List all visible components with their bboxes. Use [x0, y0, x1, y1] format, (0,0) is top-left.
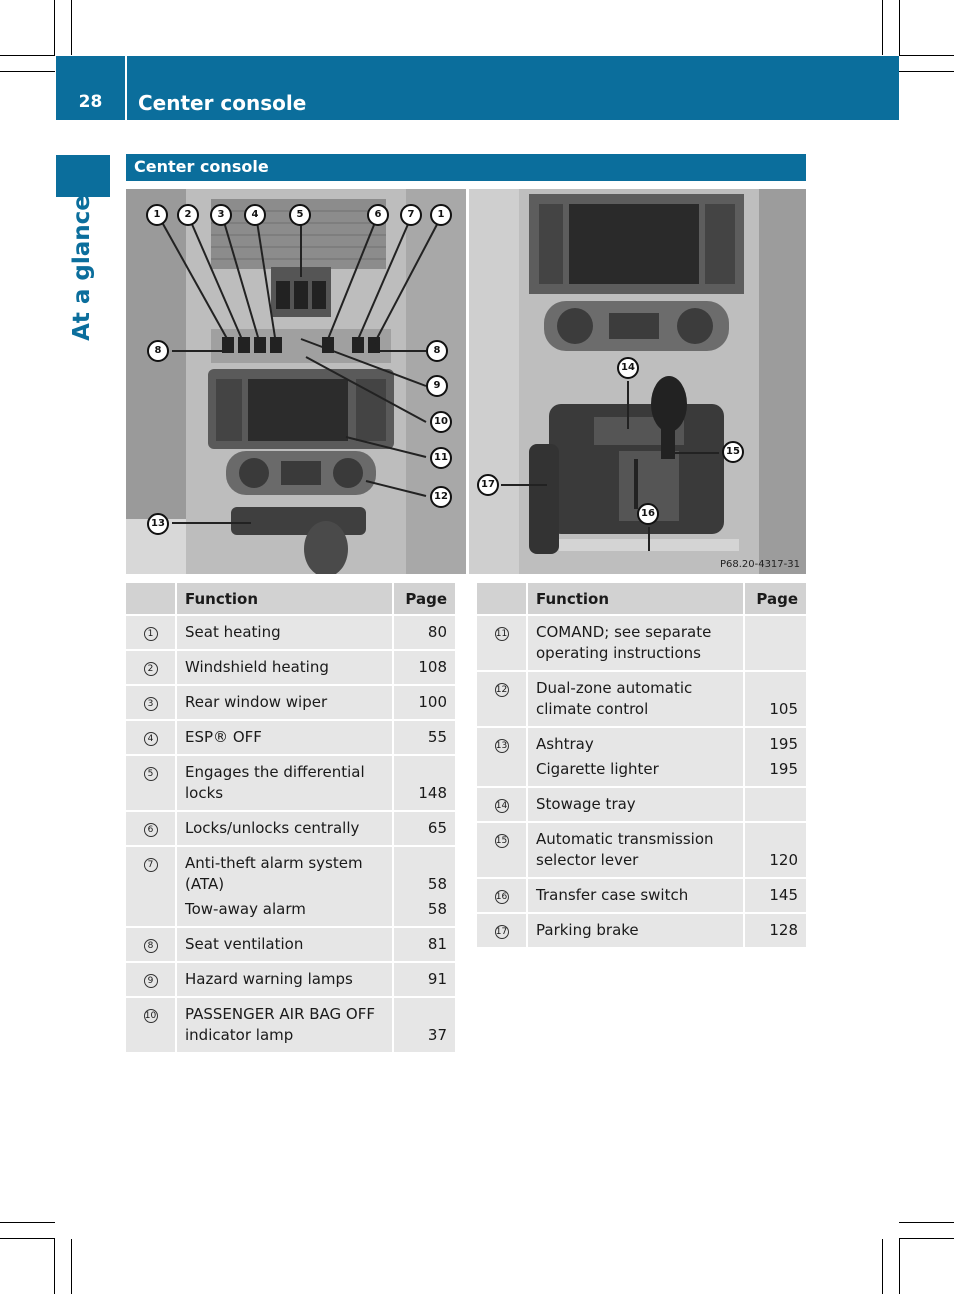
page-cell	[745, 788, 806, 823]
function-text: ESP® OFF	[185, 728, 262, 746]
crop-mark	[899, 71, 954, 72]
item-number-badge: 12	[495, 685, 508, 695]
callout-marker: 8	[426, 340, 448, 362]
function-cell	[177, 756, 394, 812]
function-table-left	[126, 583, 455, 1054]
page-reference[interactable]: 195	[769, 760, 798, 778]
page-cell	[394, 616, 455, 651]
item-number-badge: 4	[144, 732, 158, 746]
callout-marker: 2	[177, 204, 199, 226]
page-reference[interactable]: 81	[427, 935, 447, 953]
table-row	[126, 721, 455, 756]
function-text: Seat ventilation	[185, 935, 304, 953]
table-row	[126, 847, 455, 928]
crop-mark	[899, 1239, 900, 1294]
table-row	[126, 963, 455, 998]
side-tab-marker	[56, 155, 110, 197]
item-number-badge: 10	[144, 1011, 157, 1021]
callout-marker: 10	[430, 411, 452, 433]
callout-marker: 14	[617, 357, 639, 379]
function-table-right	[477, 583, 806, 949]
function-header: Function	[528, 583, 745, 616]
page-reference[interactable]: 55	[427, 728, 447, 746]
function-cell	[528, 914, 745, 949]
table-row	[477, 823, 806, 879]
callout-marker: 9	[426, 375, 448, 397]
function-text: Locks/unlocks centrally	[185, 819, 360, 837]
function-text: Parking brake	[536, 921, 639, 939]
function-cell	[528, 672, 745, 728]
callout-marker: 17	[477, 474, 499, 496]
crop-mark	[882, 0, 883, 55]
table-row	[126, 651, 455, 686]
function-cell	[528, 616, 745, 672]
row-number-cell	[477, 616, 528, 672]
page-cell	[745, 728, 806, 788]
item-number-badge: 15	[495, 836, 508, 846]
table-row	[477, 788, 806, 823]
page-reference[interactable]: 100	[418, 693, 447, 711]
page-cell	[394, 651, 455, 686]
page-cell	[394, 998, 455, 1054]
function-text: Engages the differential locks	[185, 763, 365, 802]
row-number-cell	[126, 847, 177, 928]
function-text: Rear window wiper	[185, 693, 328, 711]
function-text: PASSENGER AIR BAG OFF indicator lamp	[185, 1005, 375, 1044]
page-reference[interactable]: 65	[427, 819, 447, 837]
callout-marker: 5	[289, 204, 311, 226]
page-number: 28	[78, 92, 103, 112]
row-number-cell	[126, 812, 177, 847]
table-row	[477, 616, 806, 672]
table-row	[477, 672, 806, 728]
function-text: COMAND; see separate operating instructions	[536, 623, 712, 662]
callout-marker: 8	[147, 340, 169, 362]
callout-marker: 6	[367, 204, 389, 226]
function-text: Windshield heating	[185, 658, 329, 676]
page-cell	[745, 879, 806, 914]
callout-marker: 11	[430, 447, 452, 469]
table-row	[477, 914, 806, 949]
item-number-badge: 9	[144, 974, 158, 988]
row-number-cell	[477, 788, 528, 823]
center-console-photo-left	[126, 189, 466, 574]
function-cell	[177, 963, 394, 998]
page-reference[interactable]: 120	[769, 851, 798, 869]
function-text: Hazard warning lamps	[185, 970, 353, 988]
table-row	[477, 879, 806, 914]
function-text: Anti-theft alarm system (ATA)	[185, 854, 363, 893]
crop-mark	[882, 1239, 883, 1294]
callout-marker: 7	[400, 204, 422, 226]
item-number-badge: 6	[144, 823, 158, 837]
page-title: Center console	[138, 91, 307, 115]
crop-mark	[899, 0, 900, 55]
function-text: Cigarette lighter	[536, 760, 659, 778]
table-row	[126, 928, 455, 963]
item-number-badge: 3	[144, 697, 158, 711]
function-cell	[177, 651, 394, 686]
function-cell	[528, 823, 745, 879]
function-text: Automatic transmission selector lever	[536, 830, 714, 869]
function-text: Ashtray	[536, 735, 594, 753]
page-reference[interactable]: 91	[427, 970, 447, 988]
row-number-cell	[126, 616, 177, 651]
function-cell	[528, 728, 745, 788]
table-row	[126, 686, 455, 721]
crop-mark	[899, 1238, 954, 1239]
row-number-cell	[126, 686, 177, 721]
function-cell	[528, 788, 745, 823]
page-reference[interactable]: 128	[769, 921, 798, 939]
page-cell	[394, 812, 455, 847]
crop-mark	[71, 0, 72, 55]
function-cell	[177, 721, 394, 756]
row-number-cell	[126, 928, 177, 963]
page-reference[interactable]: 37	[427, 1026, 447, 1044]
table-row	[126, 812, 455, 847]
function-text: Dual-zone automatic climate control	[536, 679, 693, 718]
page-cell	[394, 928, 455, 963]
table-header-row	[477, 583, 806, 616]
crop-mark	[71, 1239, 72, 1294]
table-row	[126, 616, 455, 651]
item-number-badge: 8	[144, 939, 158, 953]
callout-marker: 15	[722, 441, 744, 463]
page-header: Page	[394, 583, 455, 616]
function-text: Stowage tray	[536, 795, 636, 813]
crop-mark	[0, 71, 55, 72]
function-text: Seat heating	[185, 623, 281, 641]
callout-marker: 1	[146, 204, 168, 226]
page-reference[interactable]: 105	[769, 700, 798, 718]
item-number-badge: 13	[495, 741, 508, 751]
crop-mark	[0, 55, 55, 56]
page-cell	[394, 686, 455, 721]
header-divider	[125, 56, 127, 120]
callout-marker: 3	[210, 204, 232, 226]
page-cell	[394, 963, 455, 998]
photo-code: P68.20-4317-31	[719, 559, 800, 570]
side-tab-label: At a glance	[69, 195, 95, 341]
table-row	[477, 728, 806, 788]
page-cell	[745, 914, 806, 949]
row-number-cell	[477, 728, 528, 788]
item-number-badge: 1	[144, 627, 158, 641]
page-reference[interactable]: 195	[769, 735, 798, 753]
callout-marker: 4	[244, 204, 266, 226]
crop-mark	[54, 1239, 55, 1294]
dashboard-illustration	[126, 189, 466, 574]
row-number-cell	[477, 914, 528, 949]
item-number-badge: 11	[495, 629, 508, 639]
page-cell	[745, 823, 806, 879]
item-number-badge: 7	[144, 858, 158, 872]
page-cell	[394, 721, 455, 756]
callout-marker: 1	[430, 204, 452, 226]
row-number-cell	[126, 651, 177, 686]
row-number-cell	[477, 879, 528, 914]
row-number-cell	[126, 963, 177, 998]
function-cell	[177, 616, 394, 651]
crop-mark	[0, 1238, 55, 1239]
page-reference[interactable]: 148	[418, 784, 447, 802]
item-number-badge: 16	[495, 892, 508, 902]
page-reference[interactable]: 58	[427, 875, 447, 893]
function-cell	[177, 998, 394, 1054]
function-cell	[528, 879, 745, 914]
function-cell	[177, 812, 394, 847]
item-number-badge: 5	[144, 767, 158, 781]
item-number-badge: 2	[144, 662, 158, 676]
row-number-cell	[126, 756, 177, 812]
row-number-cell	[477, 823, 528, 879]
table-row	[126, 756, 455, 812]
function-text: Tow-away alarm	[185, 900, 306, 918]
page-reference[interactable]: 80	[427, 623, 447, 641]
page-header: Page	[745, 583, 806, 616]
crop-mark	[54, 0, 55, 55]
page-cell	[394, 847, 455, 928]
page-reference[interactable]: 108	[418, 658, 447, 676]
row-number-cell	[126, 998, 177, 1054]
item-number-badge: 14	[495, 801, 508, 811]
item-number-badge: 17	[495, 927, 508, 937]
page-reference[interactable]: 58	[427, 900, 447, 918]
section-title: Center console	[134, 157, 269, 176]
function-cell	[177, 928, 394, 963]
number-header	[477, 583, 528, 616]
table-header-row	[126, 583, 455, 616]
row-number-cell	[477, 672, 528, 728]
crop-mark	[899, 1222, 954, 1223]
crop-mark	[899, 55, 954, 56]
page-cell	[745, 672, 806, 728]
callout-marker: 16	[637, 503, 659, 525]
crop-mark	[0, 1222, 55, 1223]
row-number-cell	[126, 721, 177, 756]
page-cell	[394, 756, 455, 812]
page-cell	[745, 616, 806, 672]
function-cell	[177, 847, 394, 928]
function-cell	[177, 686, 394, 721]
table-row	[126, 998, 455, 1054]
callout-marker: 13	[147, 513, 169, 535]
callout-marker: 12	[430, 486, 452, 508]
page-reference[interactable]: 145	[769, 886, 798, 904]
function-text: Transfer case switch	[536, 886, 689, 904]
number-header	[126, 583, 177, 616]
function-header: Function	[177, 583, 394, 616]
